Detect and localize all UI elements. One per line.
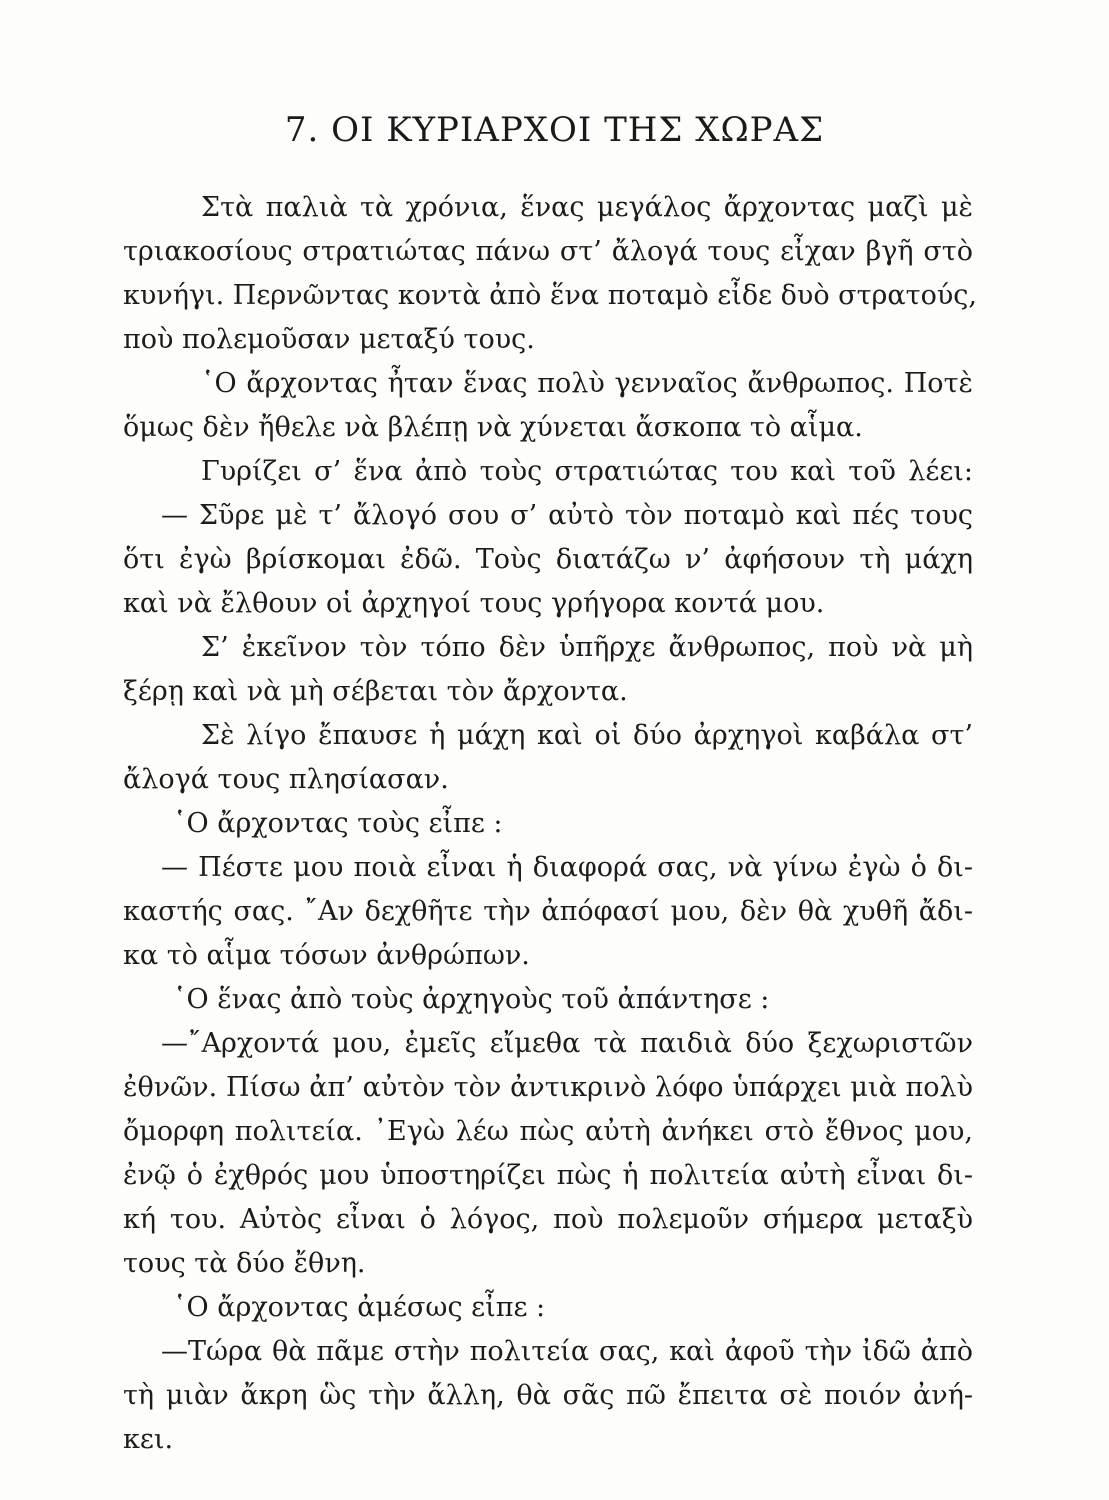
text-line: τους τὰ δύο ἔθνη.	[123, 1248, 366, 1279]
text-line: Σ’ ἐκεῖνον τὸν τόπο δὲν ὑπῆρχε ἄνθρωπος, ποὺ νὰ μὴ	[201, 632, 973, 663]
text-line: ἐνῷ ὁ ἐχθρός μου ὑποστηρίζει πὼς ἡ πολιτεία αὐτὴ εἶναι δι-	[123, 1160, 973, 1191]
text-line: τριακοσίους στρατιώτας πάνω στ’ ἄλογά τους εἶχαν βγῆ στὸ	[123, 236, 973, 267]
text-line: —῎Αρχοντά μου, ἐμεῖς εἴμεθα τὰ παιδιὰ δύο ξεχωριστῶν	[161, 1028, 973, 1059]
text-line: ξέρῃ καὶ νὰ μὴ σέβεται τὸν ἄρχοντα.	[123, 676, 628, 707]
text-line: Στὰ παλιὰ τὰ χρόνια, ἕνας μεγάλος ἄρχοντας μαζὶ μὲ	[201, 192, 973, 223]
text-line: ποὺ πολεμοῦσαν μεταξύ τους.	[123, 324, 535, 355]
text-line: —Τώρα θὰ πᾶμε στὴν πολιτεία σας, καὶ ἀφοῦ τὴν ἰδῶ ἀπὸ	[161, 1336, 973, 1367]
text-line: καστής σας. ῎Αν δεχθῆτε τὴν ἀπόφασί μου, δὲν θὰ χυθῆ ἄδι-	[123, 896, 973, 927]
text-line: τὴ μιὰν ἄκρη ὣς τὴν ἄλλη, θὰ σᾶς πῶ ἔπειτα σὲ ποιόν ἀνή-	[123, 1380, 973, 1411]
text-line: ἐθνῶν. Πίσω ἀπ’ αὐτὸν τὸν ἀντικρινὸ λόφο ὑπάρχει μιὰ πολὺ	[123, 1072, 973, 1103]
text-line: κα τὸ αἷμα τόσων ἀνθρώπων.	[123, 940, 530, 971]
chapter-title: 7. ΟΙ ΚΥΡΙΑΡΧΟΙ ΤΗΣ ΧΩΡΑΣ	[284, 110, 825, 150]
text-line: κει.	[123, 1424, 174, 1455]
text-line: κή του. Αὐτὸς εἶναι ὁ λόγος, ποὺ πολεμοῦν σήμερα μεταξὺ	[123, 1204, 973, 1235]
text-line: ῾Ο ἄρχοντας τοὺς εἶπε :	[173, 808, 503, 839]
text-line: καὶ νὰ ἔλθουν οἱ ἀρχηγοί τους γρήγορα κοντά μου.	[123, 588, 825, 619]
text-line: ἄλογά τους πλησίασαν.	[123, 764, 449, 795]
text-line: Γυρίζει σ’ ἕνα ἀπὸ τοὺς στρατιώτας του καὶ τοῦ λέει:	[201, 456, 973, 487]
text-line: ὄμορφη πολιτεία. ᾿Εγὼ λέω πὼς αὐτὴ ἀνήκει στὸ ἔθνος μου,	[123, 1116, 973, 1147]
text-line: Σὲ λίγο ἔπαυσε ἡ μάχη καὶ οἱ δύο ἀρχηγοὶ καβάλα στ’	[201, 720, 973, 751]
text-line: ῾Ο ἄρχοντας ἀμέσως εἶπε :	[173, 1292, 546, 1323]
text-line: κυνήγι. Περνῶντας κοντὰ ἀπὸ ἕνα ποταμὸ εἶδε δυὸ στρατούς,	[123, 280, 977, 311]
text-line: — Σῦρε μὲ τ’ ἄλογό σου σ’ αὐτὸ τὸν ποταμὸ καὶ πές τους	[161, 500, 973, 531]
text-line: ῾Ο ἕνας ἀπὸ τοὺς ἀρχηγοὺς τοῦ ἀπάντησε :	[173, 984, 770, 1015]
text-line: ὅμως δὲν ἤθελε νὰ βλέπῃ νὰ χύνεται ἄσκοπα τὸ αἷμα.	[123, 412, 863, 443]
text-line: ὅτι ἐγὼ βρίσκομαι ἐδῶ. Τοὺς διατάζω ν’ ἀφήσουν τὴ μάχη	[123, 544, 973, 575]
text-line: — Πέστε μου ποιὰ εἶναι ἡ διαφορά σας, νὰ γίνω ἐγὼ ὁ δι-	[161, 852, 973, 883]
text-line: ῾Ο ἄρχοντας ἦταν ἕνας πολὺ γενναῖος ἄνθρωπος. Ποτὲ	[201, 368, 973, 399]
